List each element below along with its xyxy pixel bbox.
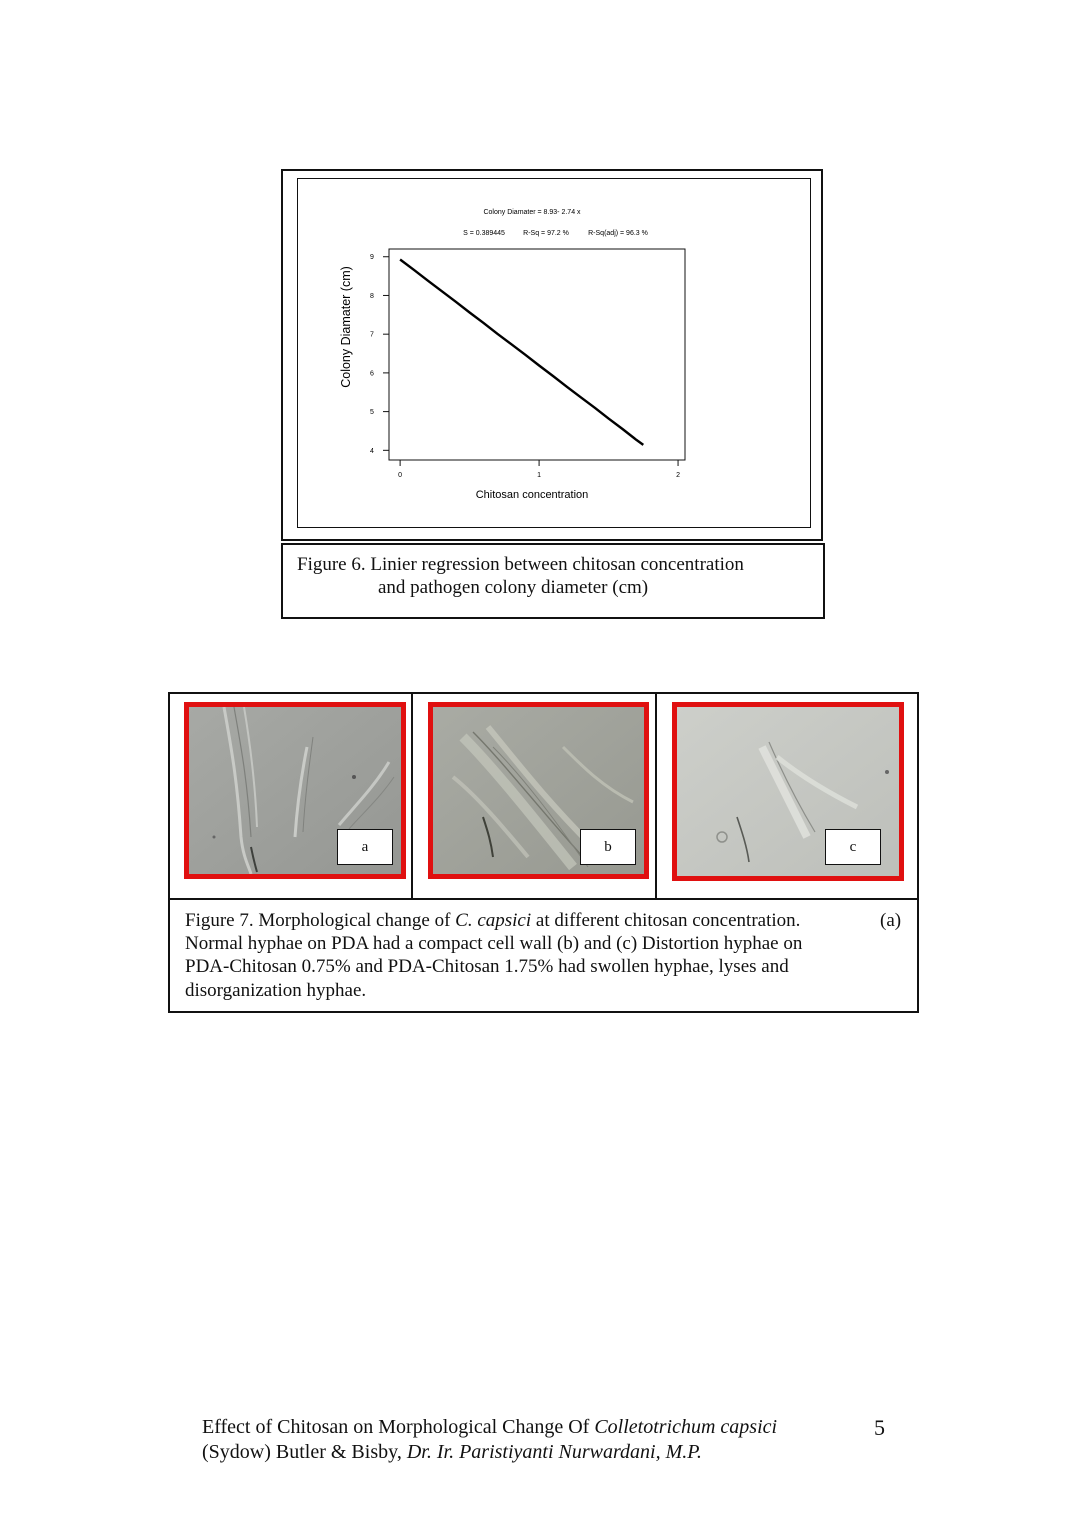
- micrograph-panel-c: [672, 702, 904, 881]
- regression-equation: Colony Diamater = 8.93- 2.74 x: [483, 209, 581, 216]
- x-tick-label: 0: [398, 472, 403, 479]
- figure7-caption-line1: [185, 909, 800, 933]
- stat-s: S = 0.389445: [463, 230, 505, 237]
- panel-label-c: c: [825, 829, 881, 865]
- y-tick-label: 6: [370, 370, 374, 378]
- footer-line1: [202, 1415, 777, 1440]
- y-tick-label: 5: [370, 409, 374, 417]
- regression-line: [400, 260, 643, 445]
- x-axis: [398, 460, 680, 479]
- x-axis-label: Chitosan concentration: [475, 489, 589, 501]
- figure7-caption-line2: Normal hyphae on PDA had a compact cell wall (b) and (c) Distortion hyphae on: [185, 933, 803, 954]
- panel-label-a: a: [337, 829, 393, 865]
- figure7-caption-line4: disorganization hyphae.: [185, 980, 367, 1001]
- stat-rsq: R-Sq = 97.2 %: [523, 230, 569, 237]
- x-tick-label: 2: [676, 472, 681, 479]
- caption-text: Figure 7. Morphological change of: [185, 910, 456, 931]
- figure7-row-divider: [168, 898, 919, 900]
- micrograph-panel-a: [184, 702, 406, 879]
- micrograph-panel-b: [428, 702, 649, 879]
- x-tick-label: 1: [537, 472, 542, 479]
- y-tick-label: 4: [370, 447, 374, 455]
- y-axis: [370, 254, 389, 455]
- panel-label-b: b: [580, 829, 636, 865]
- figure6-caption-line2: and pathogen colony diameter (cm): [378, 577, 649, 598]
- figure6-caption-line1: Figure 6. Linier regression between chitosan concentration: [297, 554, 744, 575]
- y-tick-label: 8: [370, 292, 374, 300]
- plot-area: [389, 249, 685, 460]
- y-axis-label: Colony Diamater (cm): [339, 266, 353, 388]
- figure7-caption-line3: PDA-Chitosan 0.75% and PDA-Chitosan 1.75% had swollen hyphae, lyses and: [185, 956, 789, 977]
- footer-text: Effect of Chitosan on Morphological Change Of: [202, 1416, 595, 1438]
- footer-line2: [202, 1440, 702, 1465]
- y-tick-label: 7: [370, 331, 374, 339]
- footer-species: Colletotrichum capsici: [594, 1416, 778, 1438]
- figure7-caption-a-marker: (a): [880, 910, 902, 931]
- figure6-chart: [0, 0, 1075, 560]
- footer-author: Dr. Ir. Paristiyanti Nurwardani, M.P.: [406, 1441, 702, 1463]
- figure7-cell-divider: [411, 692, 413, 900]
- stat-rsq-adj: R-Sq(adj) = 96.3 %: [588, 230, 648, 237]
- caption-text: at different chitosan concentration.: [531, 910, 801, 931]
- footer-text: (Sydow) Butler & Bisby,: [202, 1441, 407, 1463]
- species-name: C. capsici: [455, 910, 532, 931]
- y-tick-label: 9: [370, 254, 374, 262]
- figure7-cell-divider: [655, 692, 657, 900]
- page-number: 5: [874, 1415, 885, 1440]
